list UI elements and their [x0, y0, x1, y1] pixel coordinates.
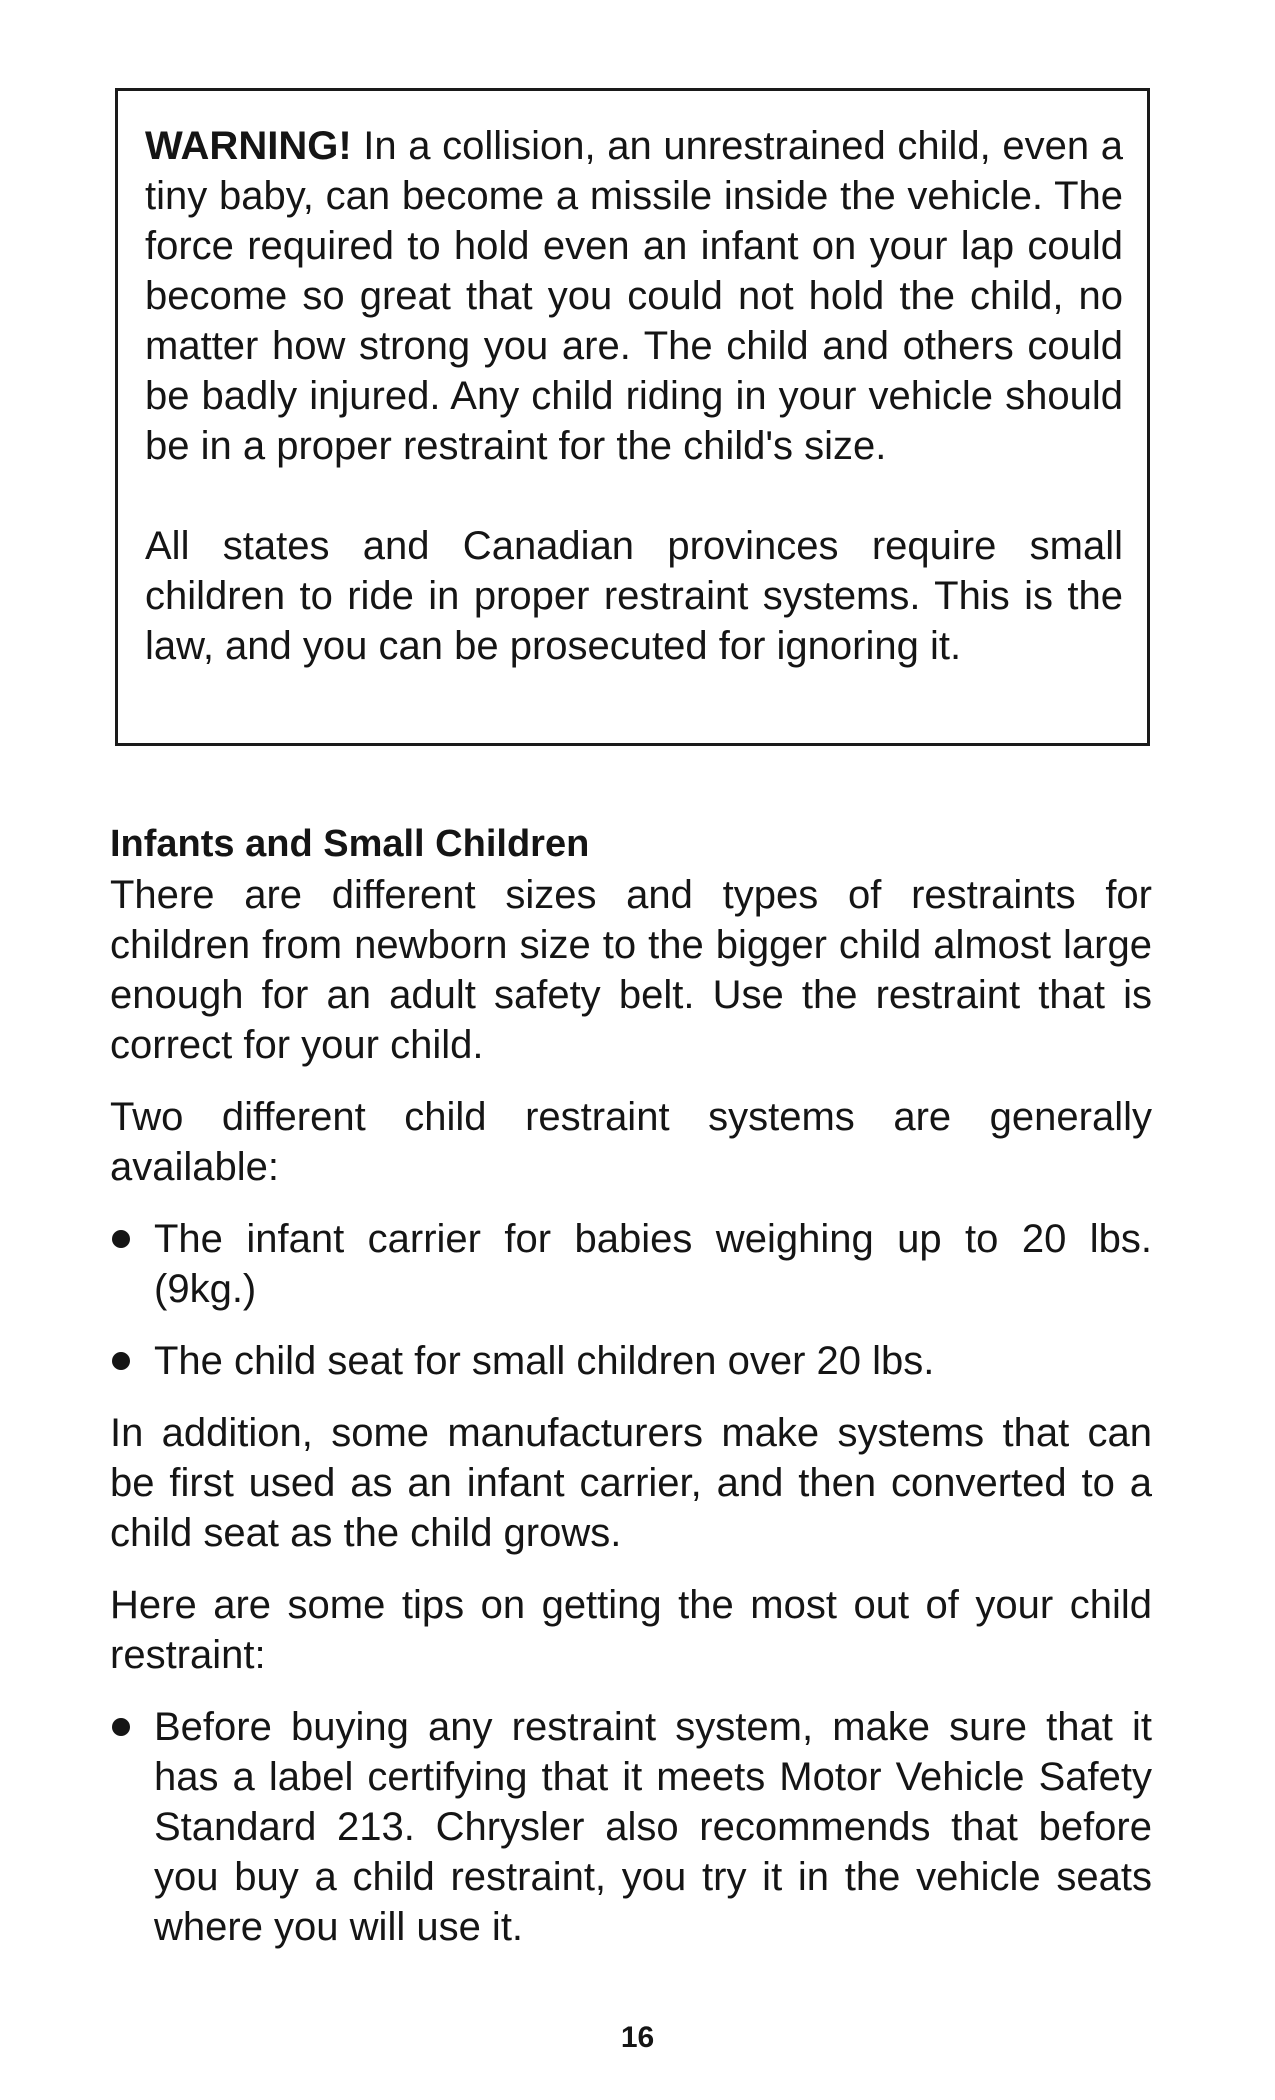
tips-intro-paragraph: Here are some tips on getting the most out of your child restraint:: [110, 1583, 1152, 1677]
warning-box: [115, 88, 1150, 746]
list-item-text: Before buying any restraint system, make sure that it has a label certifying that it meets Motor Vehicle Safety Standard 213. Chrysler also recommends that before you buy a child restraint, you try it in the vehicle seats where you will use it.: [154, 1705, 1152, 1949]
section-content: [110, 820, 1152, 1952]
warning-label: WARNING!: [145, 124, 352, 168]
bullet-icon: [112, 1352, 130, 1370]
tips-list: [110, 1702, 1152, 1952]
law-paragraph: All states and Canadian provinces require small children to ride in proper restraint systems. This is the law, and you can be prosecuted for ignoring it.: [145, 524, 1123, 668]
warning-paragraph: [145, 121, 1123, 471]
addition-paragraph: In addition, some manufacturers make systems that can be first used as an infant carrier, and then converted to a child seat as the child grows.: [110, 1411, 1152, 1555]
list-item: [110, 1214, 1152, 1314]
page-number: 16: [620, 2021, 655, 2054]
bullet-icon: [112, 1718, 130, 1736]
list-item: [110, 1336, 1152, 1386]
intro-paragraph: There are different sizes and types of restraints for children from newborn size to the bigger child almost large enough for an adult safety belt. Use the restraint that is correct for your child.: [110, 873, 1152, 1067]
list-item-text: The infant carrier for babies weighing up to 20 lbs. (9kg.): [154, 1217, 1152, 1311]
bullet-icon: [112, 1230, 130, 1248]
list-item-text: The child seat for small children over 20 lbs.: [154, 1339, 935, 1383]
warning-text: In a collision, an unrestrained child, even a tiny baby, can become a missile inside the vehicle. The force required to hold even an infant on your lap could become so great that you could not hold the child, no matter how strong you are. The child and others could be badly injured. Any child riding in your vehicle should be in a proper restraint for the child's size.: [145, 124, 1123, 468]
section-heading: Infants and Small Children: [110, 823, 590, 865]
systems-list: [110, 1214, 1152, 1386]
systems-intro-paragraph: Two different child restraint systems are generally available:: [110, 1095, 1152, 1189]
list-item: [110, 1702, 1152, 1952]
